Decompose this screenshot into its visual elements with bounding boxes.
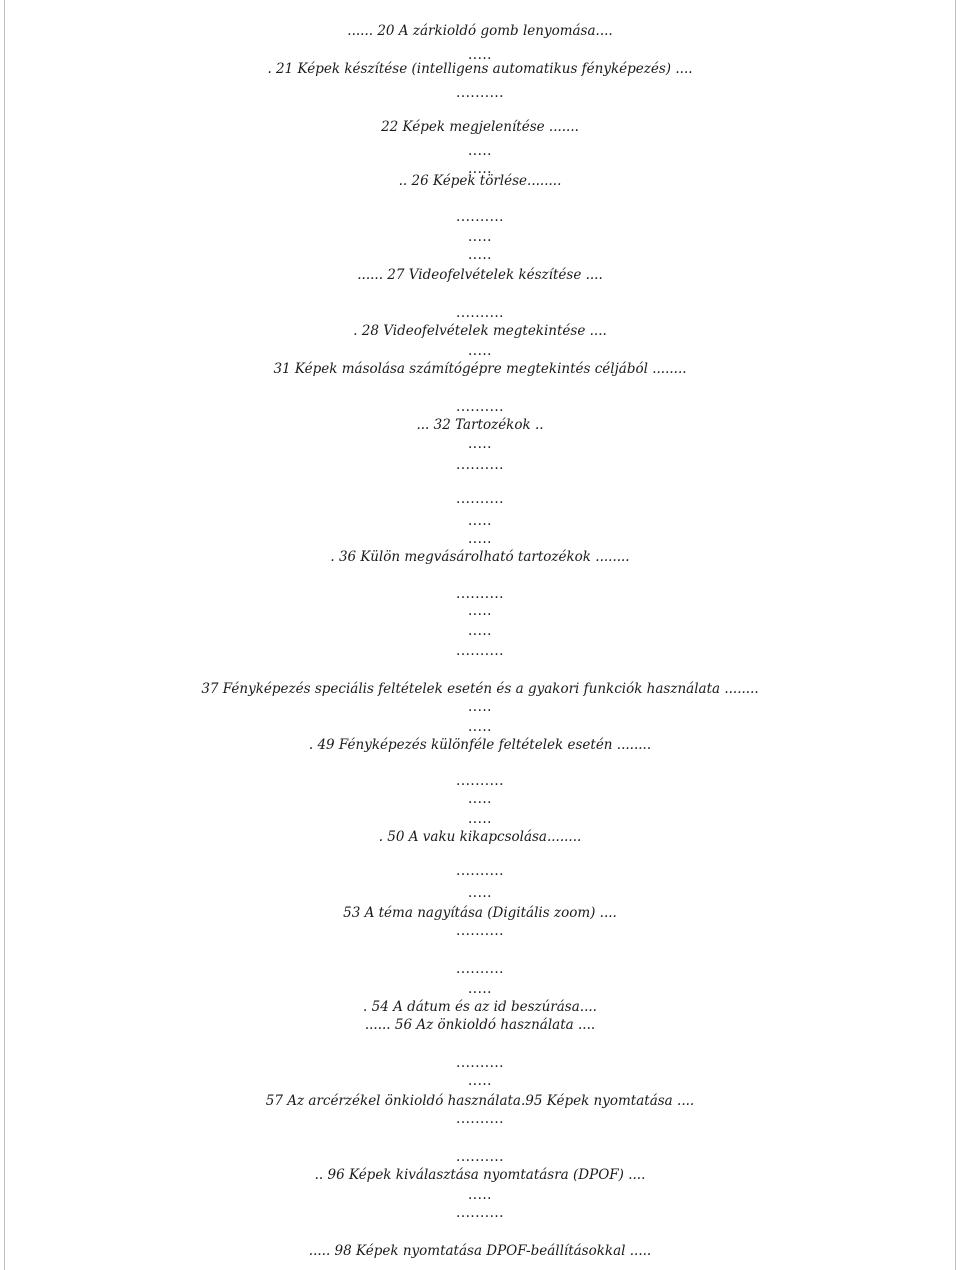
toc-leader-dots: ..... <box>468 436 492 452</box>
toc-leader-dots: .......... <box>456 85 504 101</box>
toc-entry: ..... 98 Képek nyomtatása DPOF-beállításokkal ..... <box>308 1243 652 1259</box>
toc-leader-dots: .......... <box>456 773 504 789</box>
toc-leader-dots: ..... <box>468 47 492 63</box>
toc-leader-dots: ..... <box>468 719 492 735</box>
toc-leader-dots: .......... <box>456 961 504 977</box>
toc-entry: . 21 Képek készítése (intelligens automatikus fényképezés) .... <box>267 61 693 77</box>
toc-leader-dots: .......... <box>456 209 504 225</box>
toc-entry: . 28 Videofelvételek megtekintése .... <box>353 323 607 339</box>
toc-leader-dots: .......... <box>456 1111 504 1127</box>
toc-leader-dots: ..... <box>468 885 492 901</box>
toc-entry: ...... 56 Az önkioldó használata .... <box>364 1017 596 1033</box>
toc-leader-dots: ..... <box>468 1187 492 1203</box>
toc-leader-dots: .......... <box>456 399 504 415</box>
toc-leader-dots: ..... <box>468 1073 492 1089</box>
toc-leader-dots: ..... <box>468 143 492 159</box>
toc-entry: . 54 A dátum és az id beszúrása.... <box>363 999 597 1015</box>
toc-leader-dots: ..... <box>468 229 492 245</box>
toc-leader-dots: ..... <box>468 791 492 807</box>
toc-entry: ...... 20 A zárkioldó gomb lenyomása.... <box>347 23 613 39</box>
toc-leader-dots: .......... <box>456 586 504 602</box>
toc-leader-dots: .......... <box>456 1055 504 1071</box>
toc-leader-dots: ..... <box>468 699 492 715</box>
toc-entry: 22 Képek megjelenítése ....... <box>381 119 579 135</box>
toc-leader-dots: .......... <box>456 1205 504 1221</box>
toc-leader-dots: .......... <box>456 1149 504 1165</box>
toc-leader-dots: ..... <box>468 603 492 619</box>
toc-entry: 57 Az arcérzékel önkioldó használata.95 Képek nyomtatása .... <box>265 1093 695 1109</box>
toc-leader-dots: .......... <box>456 863 504 879</box>
toc-leader-dots: ..... <box>468 513 492 529</box>
toc-entry: .. 26 Képek törlése........ <box>398 173 562 189</box>
toc-leader-dots: ..... <box>468 161 492 177</box>
toc-entry: 53 A téma nagyítása (Digitális zoom) .... <box>343 905 617 921</box>
toc-leader-dots: ..... <box>468 247 492 263</box>
toc-leader-dots: ..... <box>468 623 492 639</box>
toc-leader-dots: ..... <box>468 811 492 827</box>
toc-leader-dots: .......... <box>456 643 504 659</box>
toc-entry: . 49 Fényképezés különféle feltételek esetén ........ <box>308 737 652 753</box>
toc-leader-dots: ..... <box>468 343 492 359</box>
toc-entry: .. 96 Képek kiválasztása nyomtatásra (DPOF) .... <box>314 1167 646 1183</box>
toc-leader-dots: .......... <box>456 923 504 939</box>
toc-leader-dots: .......... <box>456 491 504 507</box>
toc-leader-dots: ..... <box>468 981 492 997</box>
toc-leader-dots: ..... <box>468 531 492 547</box>
toc-entry: ... 32 Tartozékok .. <box>416 417 544 433</box>
toc-entry: 37 Fényképezés speciális feltételek esetén és a gyakori funkciók használata ........ <box>201 681 759 697</box>
toc-entry: ...... 27 Videofelvételek készítése .... <box>357 267 603 283</box>
toc-leader-dots: .......... <box>456 457 504 473</box>
toc-entry: 31 Képek másolása számítógépre megtekintés céljából ........ <box>273 361 687 377</box>
toc-entry: . 50 A vaku kikapcsolása........ <box>378 829 582 845</box>
toc-leader-dots: .......... <box>456 305 504 321</box>
toc-entry: . 36 Külön megvásárolható tartozékok ........ <box>330 549 630 565</box>
